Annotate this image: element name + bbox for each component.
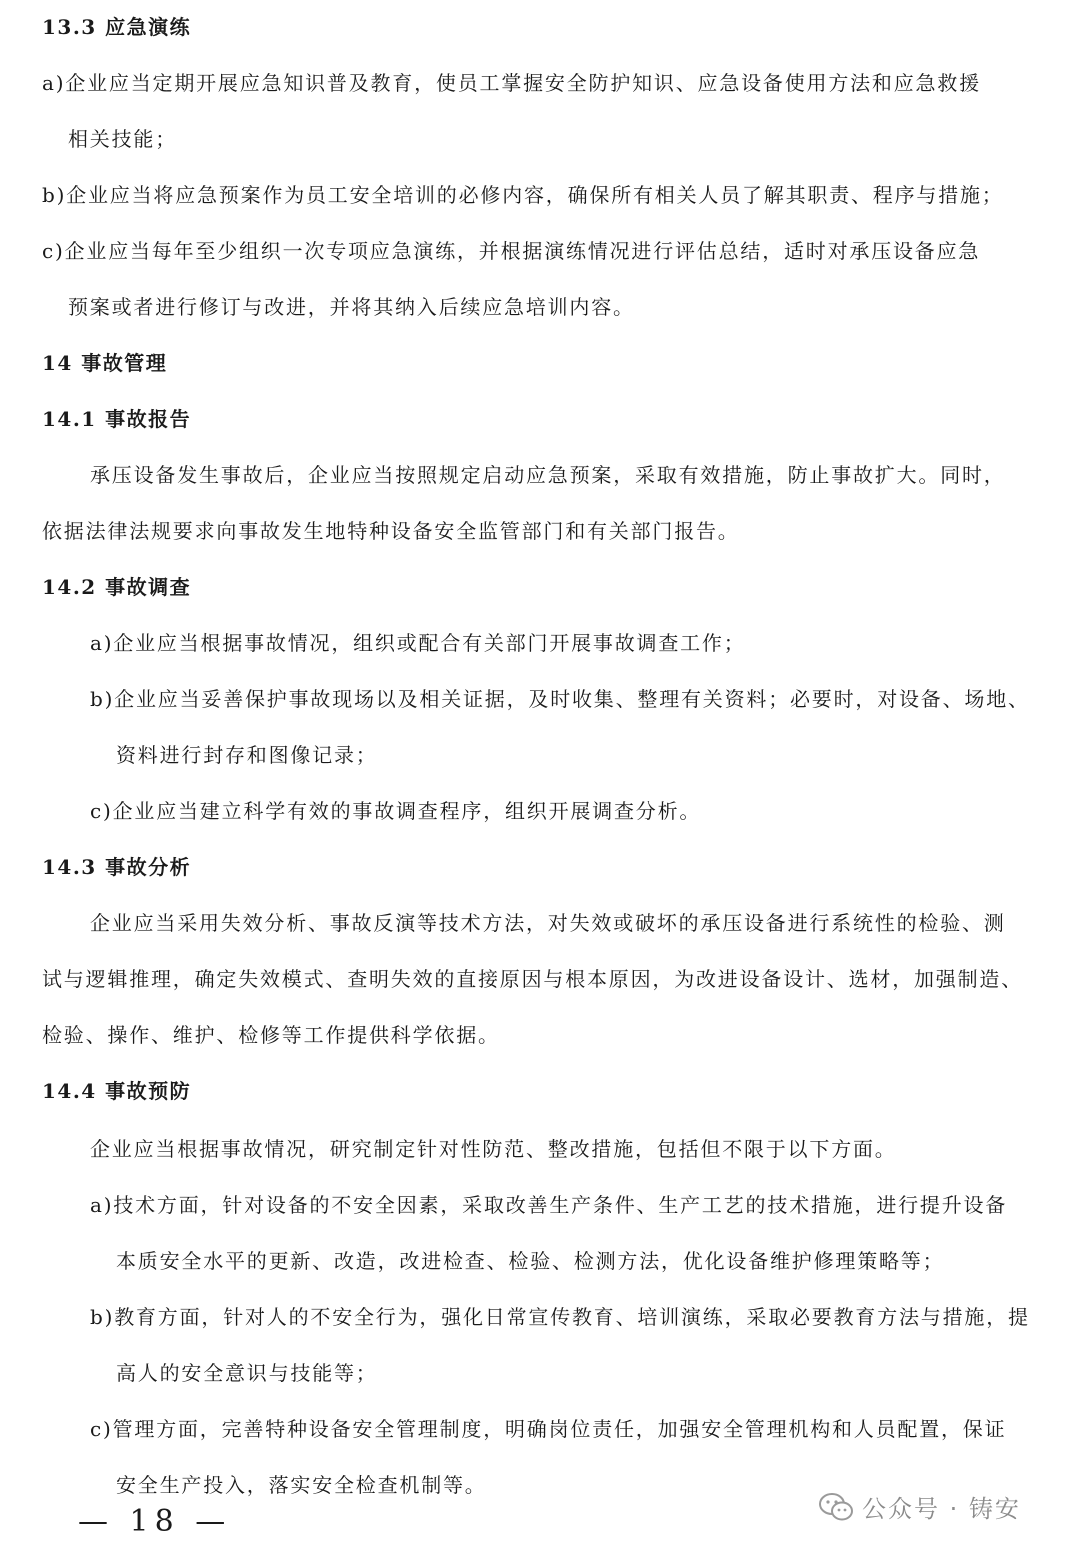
wechat-watermark <box>818 1489 1021 1524</box>
section-heading-14-3: 14.3 事故分析 <box>42 855 192 879</box>
page-number: — 18 — <box>78 1504 232 1539</box>
paragraph-line: 检验、操作、维护、检修等工作提供科学依据。 <box>42 1023 500 1047</box>
section-heading-14-1: 14.1 事故报告 <box>42 407 192 431</box>
paragraph-line: 企业应当采用失效分析、事故反演等技术方法，对失效或破坏的承压设备进行系统性的检验、测 <box>90 911 1006 935</box>
paragraph-line: 安全生产投入，落实安全检查机制等。 <box>116 1473 487 1497</box>
wechat-icon <box>818 1492 854 1522</box>
paragraph-line: 资料进行封存和图像记录； <box>116 743 378 767</box>
paragraph-line: 高人的安全意识与技能等； <box>116 1361 378 1385</box>
paragraph-line: 试与逻辑推理，确定失效模式、查明失效的直接原因与根本原因，为改进设备设计、选材，加强制造、 <box>42 967 1023 991</box>
paragraph-line: 本质安全水平的更新、改造，改进检查、检验、检测方法，优化设备维护修理策略等； <box>116 1249 945 1273</box>
paragraph-line: c)企业应当每年至少组织一次专项应急演练，并根据演练情况进行评估总结，适时对承压设备应急 <box>42 239 981 263</box>
paragraph-line: 承压设备发生事故后，企业应当按照规定启动应急预案，采取有效措施，防止事故扩大。同时， <box>90 463 1006 487</box>
paragraph-line: 依据法律法规要求向事故发生地特种设备安全监管部门和有关部门报告。 <box>42 519 740 543</box>
section-heading-14: 14 事故管理 <box>42 351 168 375</box>
paragraph-line: b)企业应当将应急预案作为员工安全培训的必修内容，确保所有相关人员了解其职责、程序与措施； <box>42 183 1004 207</box>
paragraph-line: a)企业应当根据事故情况，组织或配合有关部门开展事故调查工作； <box>90 631 746 655</box>
section-heading-14-2: 14.2 事故调查 <box>42 575 192 599</box>
paragraph-line: 企业应当根据事故情况，研究制定针对性防范、整改措施，包括但不限于以下方面。 <box>90 1137 897 1161</box>
paragraph-line: 相关技能； <box>68 127 177 151</box>
paragraph-line: a)技术方面，针对设备的不安全因素，采取改善生产条件、生产工艺的技术措施，进行提升设备 <box>90 1193 1008 1217</box>
watermark-text: 公众号 · 铸安 <box>862 1495 1021 1523</box>
section-heading-13-3: 13.3 应急演练 <box>42 15 192 39</box>
paragraph-line: c)管理方面，完善特种设备安全管理制度，明确岗位责任，加强安全管理机构和人员配置，保证 <box>90 1417 1007 1441</box>
section-heading-14-4: 14.4 事故预防 <box>42 1079 192 1103</box>
paragraph-line: b)教育方面，针对人的不安全行为，强化日常宣传教育、培训演练，采取必要教育方法与措施，提 <box>90 1305 1030 1329</box>
paragraph-line: b)企业应当妥善保护事故现场以及相关证据，及时收集、整理有关资料；必要时，对设备、场地、 <box>90 687 1030 711</box>
paragraph-line: a)企业应当定期开展应急知识普及教育，使员工掌握安全防护知识、应急设备使用方法和应急救援 <box>42 71 981 95</box>
paragraph-line: c)企业应当建立科学有效的事故调查程序，组织开展调查分析。 <box>90 799 702 823</box>
paragraph-line: 预案或者进行修订与改进，并将其纳入后续应急培训内容。 <box>68 295 635 319</box>
